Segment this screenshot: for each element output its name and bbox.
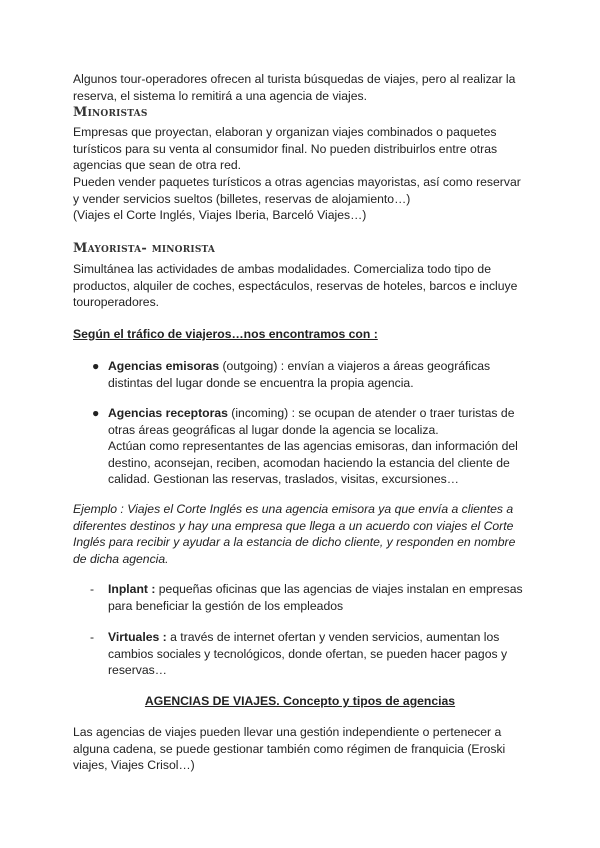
dash-icon: - bbox=[90, 582, 95, 596]
mayorista-minorista-heading: Mayorista- minorista bbox=[73, 241, 216, 256]
agencias-section-title: AGENCIAS DE VIAJES. Concepto y tipos de agencias bbox=[144, 694, 456, 708]
minoristas-paragraph-1: Empresas que proyectan, elaboran y organizan viajes combinados o paquetes turísticos para su venta al consumidor final. No pueden distribuirlos entre otras agencias que sean de otra red. bbox=[73, 125, 498, 172]
dash-item-inplant bbox=[108, 581, 528, 614]
minoristas-heading: Minoristas bbox=[73, 105, 148, 120]
minoristas-paragraph-3: (Viajes el Corte Inglés, Viajes Iberia, Barceló Viajes…) bbox=[73, 208, 367, 222]
bullet-icon: ● bbox=[92, 359, 100, 373]
example-paragraph: Ejemplo : Viajes el Corte Inglés es una agencia emisora ya que envía a clientes a diferentes destinos y hay una empresa que llega a un acuerdo con viajes el Corte Inglés para recibir y ayudar a la estancia de dicho cliente, y responden en nombre de dicha agencia. bbox=[73, 502, 516, 566]
dash-item-virtuales bbox=[108, 629, 528, 679]
bullet-item-receptoras bbox=[108, 405, 528, 438]
agencias-paragraph: Las agencias de viajes pueden llevar una gestión independiente o pertenecer a alguna cadena, se puede gestionar también como régimen de franquicia (Eroski viajes, Viajes Crisol…) bbox=[73, 725, 506, 772]
trafico-section-title: Según el tráfico de viajeros…nos encontramos con : bbox=[73, 327, 378, 341]
bullet-term-receptoras: Agencias receptoras bbox=[108, 406, 228, 420]
dash-term-virtuales: Virtuales : bbox=[108, 630, 167, 644]
minoristas-paragraph-2: Pueden vender paquetes turísticos a otras agencias mayoristas, así como reservar y vender servicios sueltos (billetes, reservas de alojamiento…) bbox=[73, 175, 521, 206]
bullet-item-emisoras bbox=[108, 358, 528, 391]
intro-paragraph: Algunos tour-operadores ofrecen al turista búsquedas de viajes, pero al realizar la reserva, el sistema lo remitirá a una agencia de viajes. bbox=[73, 72, 516, 103]
bullet-text-emisoras: (outgoing) : envían a viajeros a áreas geográficas distintas del lugar donde se encuentra la propia agencia. bbox=[108, 359, 491, 390]
bullet-text-receptoras: (incoming) : se ocupan de atender o traer turistas de otras áreas geográficas al lugar donde la agencia se localiza. bbox=[108, 406, 515, 437]
bullet-term-emisoras: Agencias emisoras bbox=[108, 359, 220, 373]
mayorista-minorista-paragraph: Simultánea las actividades de ambas modalidades. Comercializa todo tipo de productos, alquiler de coches, espectáculos, reservas de hoteles, barcos e incluye touroperadores. bbox=[73, 262, 518, 309]
dash-term-inplant: Inplant : bbox=[108, 582, 156, 596]
dash-icon: - bbox=[90, 630, 95, 644]
dash-text-virtuales: a través de internet ofertan y venden servicios, aumentan los cambios sociales y tecnológicos, donde ofertan, se pueden hacer pagos y reservas… bbox=[108, 630, 508, 677]
bullet-icon: ● bbox=[92, 406, 100, 420]
bullet-extra-receptoras: Actúan como representantes de las agencias emisoras, dan información del destino, aconsejan, reciben, acomodan haciendo la estancia del cliente de calidad. Gestionan las reservas, traslados, visitas, excursiones… bbox=[108, 439, 518, 486]
dash-text-inplant: pequeñas oficinas que las agencias de viajes instalan en empresas para beneficiar la gestión de los empleados bbox=[108, 582, 523, 613]
